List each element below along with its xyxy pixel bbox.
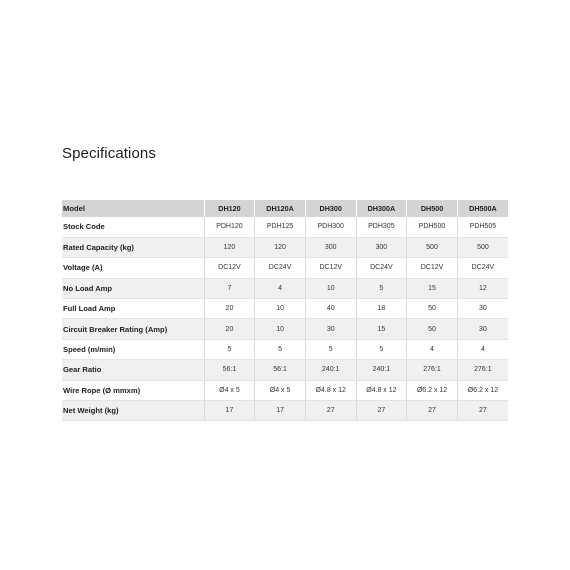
table-cell: 120 <box>255 237 306 257</box>
row-label: Speed (m/min) <box>62 339 204 359</box>
row-label: Gear Ratio <box>62 360 204 380</box>
table-row <box>62 339 508 359</box>
table-cell: DC12V <box>407 258 458 278</box>
table-cell: 17 <box>204 401 255 421</box>
table-cell: PDH120 <box>204 217 255 237</box>
table-cell: 4 <box>255 278 306 298</box>
row-label: Wire Rope (Ø mmxm) <box>62 380 204 400</box>
table-cell: 240:1 <box>305 360 356 380</box>
row-label: Stock Code <box>62 217 204 237</box>
specifications-table <box>62 200 508 421</box>
table-cell: 12 <box>457 278 508 298</box>
row-label: Circuit Breaker Rating (Amp) <box>62 319 204 339</box>
table-cell: 56:1 <box>204 360 255 380</box>
table-row <box>62 401 508 421</box>
table-cell: Ø4.8 x 12 <box>356 380 407 400</box>
table-row <box>62 299 508 319</box>
row-label: No Load Amp <box>62 278 204 298</box>
table-cell: DC24V <box>356 258 407 278</box>
column-header-model: DH120 <box>204 200 255 217</box>
table-cell: Ø6.2 x 12 <box>407 380 458 400</box>
table-cell: 27 <box>305 401 356 421</box>
table-cell: 500 <box>457 237 508 257</box>
table-cell: 300 <box>356 237 407 257</box>
table-cell: 17 <box>255 401 306 421</box>
table-row <box>62 278 508 298</box>
table-body <box>62 217 508 421</box>
table-cell: 30 <box>305 319 356 339</box>
table-cell: DC24V <box>457 258 508 278</box>
table-cell: 30 <box>457 319 508 339</box>
table-header-row <box>62 200 508 217</box>
table-cell: 240:1 <box>356 360 407 380</box>
row-label: Rated Capacity (kg) <box>62 237 204 257</box>
table-cell: DC12V <box>305 258 356 278</box>
table-cell: 10 <box>255 319 306 339</box>
table-cell: DC12V <box>204 258 255 278</box>
table-cell: Ø4.8 x 12 <box>305 380 356 400</box>
table-cell: 27 <box>407 401 458 421</box>
table-cell: 5 <box>255 339 306 359</box>
column-header-model: DH300A <box>356 200 407 217</box>
table-cell: 500 <box>407 237 458 257</box>
table-cell: DC24V <box>255 258 306 278</box>
table-row <box>62 380 508 400</box>
table-row <box>62 217 508 237</box>
table-cell: 5 <box>305 339 356 359</box>
column-header-model: DH500A <box>457 200 508 217</box>
table-cell: 30 <box>457 299 508 319</box>
table-cell: 27 <box>457 401 508 421</box>
table-cell: 276:1 <box>407 360 458 380</box>
table-cell: 15 <box>356 319 407 339</box>
table-row <box>62 360 508 380</box>
table-cell: 276:1 <box>457 360 508 380</box>
page-title: Specifications <box>62 145 156 162</box>
table-cell: 5 <box>204 339 255 359</box>
table-cell: 50 <box>407 319 458 339</box>
table-cell: 18 <box>356 299 407 319</box>
column-header-label: Model <box>63 204 85 213</box>
table-cell: 15 <box>407 278 458 298</box>
table-cell: Ø6.2 x 12 <box>457 380 508 400</box>
table-cell: Ø4 x 5 <box>255 380 306 400</box>
table-cell: PDH125 <box>255 217 306 237</box>
table-row <box>62 258 508 278</box>
table-row <box>62 319 508 339</box>
table-cell: 27 <box>356 401 407 421</box>
table-cell: 10 <box>255 299 306 319</box>
table-cell: 40 <box>305 299 356 319</box>
table-cell: PDH500 <box>407 217 458 237</box>
table-row <box>62 237 508 257</box>
table-cell: 300 <box>305 237 356 257</box>
table-cell: 10 <box>305 278 356 298</box>
table-cell: 20 <box>204 319 255 339</box>
row-label: Voltage (A) <box>62 258 204 278</box>
table-cell: 50 <box>407 299 458 319</box>
column-header-model: DH300 <box>305 200 356 217</box>
table-cell: 4 <box>407 339 458 359</box>
table-cell: PDH300 <box>305 217 356 237</box>
table-cell: 4 <box>457 339 508 359</box>
table-cell: PDH305 <box>356 217 407 237</box>
table-cell: PDH505 <box>457 217 508 237</box>
table-cell: 5 <box>356 339 407 359</box>
table-cell: 7 <box>204 278 255 298</box>
table-cell: 20 <box>204 299 255 319</box>
table-cell: 5 <box>356 278 407 298</box>
table-cell: Ø4 x 5 <box>204 380 255 400</box>
row-label: Net Weight (kg) <box>62 401 204 421</box>
row-label: Full Load Amp <box>62 299 204 319</box>
table-cell: 120 <box>204 237 255 257</box>
table-cell: 56:1 <box>255 360 306 380</box>
column-header-model: DH500 <box>407 200 458 217</box>
column-header-model: DH120A <box>255 200 306 217</box>
